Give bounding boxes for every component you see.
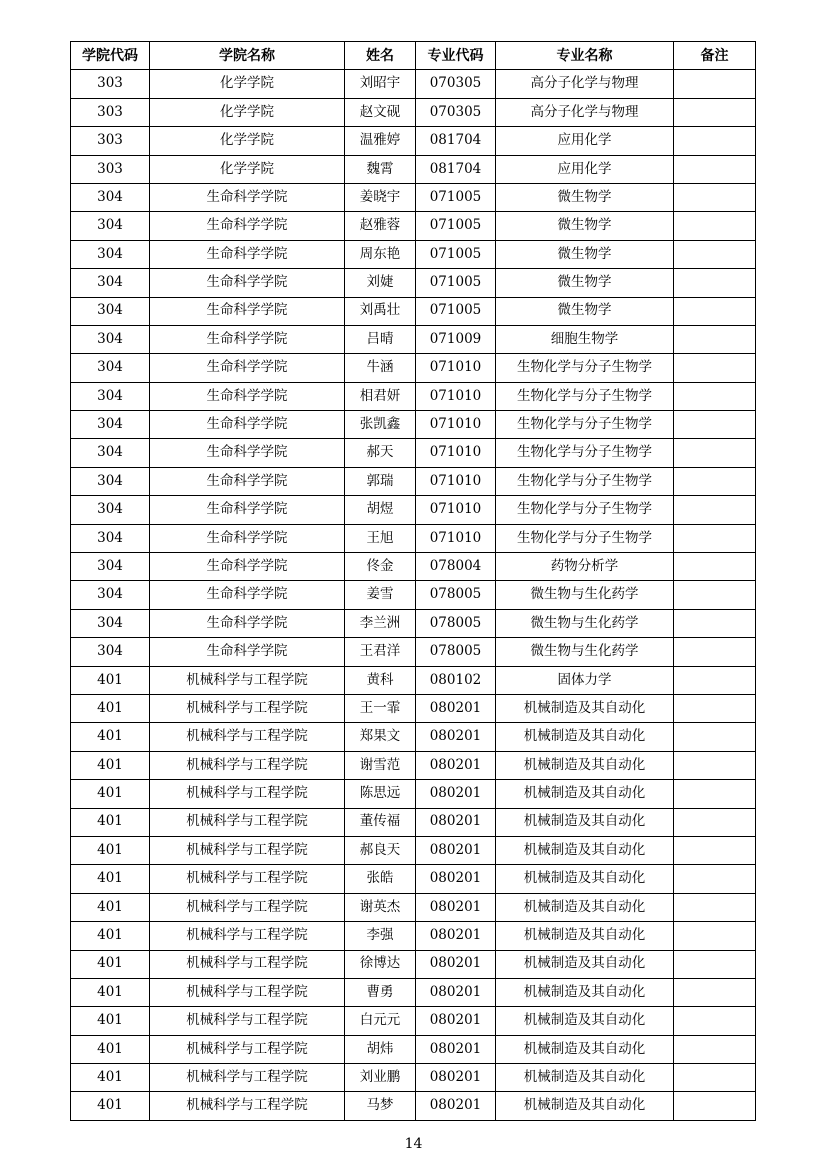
cell-college-name: 机械科学与工程学院 (150, 950, 345, 978)
cell-student-name: 吕晴 (345, 325, 416, 353)
cell-remarks (674, 382, 756, 410)
cell-remarks (674, 893, 756, 921)
cell-major-code: 080201 (416, 1092, 496, 1120)
cell-major-name: 机械制造及其自动化 (496, 751, 674, 779)
cell-college-name: 生命科学学院 (150, 439, 345, 467)
cell-college-name: 机械科学与工程学院 (150, 723, 345, 751)
cell-college-code: 401 (71, 666, 150, 694)
cell-college-name: 机械科学与工程学院 (150, 808, 345, 836)
cell-student-name: 马梦 (345, 1092, 416, 1120)
cell-major-code: 080201 (416, 751, 496, 779)
cell-student-name: 谢英杰 (345, 893, 416, 921)
cell-college-code: 304 (71, 553, 150, 581)
cell-major-code: 080201 (416, 1007, 496, 1035)
cell-remarks (674, 609, 756, 637)
cell-college-code: 401 (71, 751, 150, 779)
table-body (71, 70, 756, 1120)
cell-college-name: 机械科学与工程学院 (150, 836, 345, 864)
cell-major-name: 机械制造及其自动化 (496, 865, 674, 893)
cell-major-name: 机械制造及其自动化 (496, 780, 674, 808)
cell-remarks (674, 70, 756, 98)
cell-remarks (674, 553, 756, 581)
cell-college-code: 401 (71, 893, 150, 921)
cell-major-code: 080201 (416, 978, 496, 1006)
cell-college-code: 401 (71, 922, 150, 950)
cell-major-code: 080201 (416, 922, 496, 950)
cell-remarks (674, 325, 756, 353)
table-row (71, 666, 756, 694)
cell-major-name: 微生物与生化药学 (496, 638, 674, 666)
cell-remarks (674, 978, 756, 1006)
header-remarks: 备注 (674, 42, 756, 70)
cell-college-code: 304 (71, 496, 150, 524)
cell-major-name: 生物化学与分子生物学 (496, 411, 674, 439)
cell-major-name: 机械制造及其自动化 (496, 723, 674, 751)
cell-remarks (674, 780, 756, 808)
cell-remarks (674, 127, 756, 155)
cell-student-name: 刘昭宇 (345, 70, 416, 98)
cell-college-code: 401 (71, 1064, 150, 1092)
cell-major-code: 080201 (416, 780, 496, 808)
cell-major-code: 071005 (416, 183, 496, 211)
cell-college-name: 生命科学学院 (150, 553, 345, 581)
cell-major-code: 080201 (416, 950, 496, 978)
cell-student-name: 王旭 (345, 524, 416, 552)
cell-major-name: 机械制造及其自动化 (496, 1064, 674, 1092)
cell-college-code: 401 (71, 1035, 150, 1063)
table-row (71, 411, 756, 439)
cell-college-code: 304 (71, 212, 150, 240)
cell-student-name: 黄科 (345, 666, 416, 694)
cell-student-name: 相君妍 (345, 382, 416, 410)
table-row (71, 183, 756, 211)
header-college-name: 学院名称 (150, 42, 345, 70)
table-row (71, 694, 756, 722)
cell-major-name: 微生物与生化药学 (496, 609, 674, 637)
cell-major-name: 微生物学 (496, 269, 674, 297)
cell-remarks (674, 1064, 756, 1092)
cell-college-code: 401 (71, 950, 150, 978)
cell-student-name: 徐博达 (345, 950, 416, 978)
table-row (71, 723, 756, 751)
cell-major-name: 机械制造及其自动化 (496, 1007, 674, 1035)
cell-major-name: 机械制造及其自动化 (496, 808, 674, 836)
cell-remarks (674, 581, 756, 609)
cell-major-name: 机械制造及其自动化 (496, 1035, 674, 1063)
cell-remarks (674, 836, 756, 864)
cell-college-name: 机械科学与工程学院 (150, 666, 345, 694)
cell-remarks (674, 808, 756, 836)
cell-major-code: 080201 (416, 808, 496, 836)
cell-major-code: 080201 (416, 865, 496, 893)
cell-college-code: 401 (71, 723, 150, 751)
cell-major-code: 080201 (416, 1064, 496, 1092)
cell-major-code: 078005 (416, 581, 496, 609)
cell-college-name: 生命科学学院 (150, 581, 345, 609)
cell-major-name: 应用化学 (496, 155, 674, 183)
cell-college-code: 304 (71, 609, 150, 637)
cell-major-code: 080201 (416, 893, 496, 921)
cell-remarks (674, 183, 756, 211)
cell-remarks (674, 467, 756, 495)
cell-remarks (674, 922, 756, 950)
cell-college-name: 化学学院 (150, 155, 345, 183)
cell-college-name: 化学学院 (150, 98, 345, 126)
table-row (71, 751, 756, 779)
cell-college-name: 生命科学学院 (150, 297, 345, 325)
table-row (71, 1064, 756, 1092)
cell-student-name: 魏霄 (345, 155, 416, 183)
cell-remarks (674, 638, 756, 666)
cell-college-code: 304 (71, 524, 150, 552)
cell-college-name: 生命科学学院 (150, 354, 345, 382)
cell-college-code: 304 (71, 638, 150, 666)
cell-student-name: 刘禹壮 (345, 297, 416, 325)
table-row (71, 553, 756, 581)
cell-student-name: 刘婕 (345, 269, 416, 297)
table-row (71, 269, 756, 297)
cell-remarks (674, 950, 756, 978)
cell-college-name: 机械科学与工程学院 (150, 780, 345, 808)
cell-major-name: 高分子化学与物理 (496, 98, 674, 126)
cell-college-name: 生命科学学院 (150, 411, 345, 439)
cell-college-code: 303 (71, 127, 150, 155)
cell-student-name: 曹勇 (345, 978, 416, 1006)
cell-major-code: 081704 (416, 155, 496, 183)
header-major-code: 专业代码 (416, 42, 496, 70)
cell-major-code: 071010 (416, 439, 496, 467)
cell-college-name: 生命科学学院 (150, 638, 345, 666)
admission-list-table (70, 41, 756, 1121)
cell-college-name: 生命科学学院 (150, 467, 345, 495)
cell-major-code: 080201 (416, 694, 496, 722)
cell-remarks (674, 1035, 756, 1063)
table-row (71, 893, 756, 921)
table-row (71, 950, 756, 978)
cell-college-name: 化学学院 (150, 127, 345, 155)
cell-major-name: 机械制造及其自动化 (496, 893, 674, 921)
cell-college-name: 机械科学与工程学院 (150, 865, 345, 893)
cell-major-name: 微生物学 (496, 212, 674, 240)
header-row (71, 42, 756, 70)
cell-student-name: 张凯鑫 (345, 411, 416, 439)
table-row (71, 70, 756, 98)
cell-student-name: 王一霏 (345, 694, 416, 722)
cell-college-code: 401 (71, 1007, 150, 1035)
cell-college-name: 机械科学与工程学院 (150, 978, 345, 1006)
cell-remarks (674, 723, 756, 751)
table-row (71, 354, 756, 382)
header-college-code: 学院代码 (71, 42, 150, 70)
table-row (71, 467, 756, 495)
cell-college-code: 401 (71, 780, 150, 808)
cell-major-code: 078004 (416, 553, 496, 581)
cell-remarks (674, 155, 756, 183)
table-row (71, 609, 756, 637)
cell-remarks (674, 212, 756, 240)
table-row (71, 1007, 756, 1035)
cell-major-name: 药物分析学 (496, 553, 674, 581)
cell-remarks (674, 297, 756, 325)
cell-major-code: 080201 (416, 723, 496, 751)
cell-remarks (674, 666, 756, 694)
table-row (71, 978, 756, 1006)
table-row (71, 155, 756, 183)
table-row (71, 638, 756, 666)
table-row (71, 865, 756, 893)
cell-student-name: 李兰洲 (345, 609, 416, 637)
cell-student-name: 温雅婷 (345, 127, 416, 155)
cell-major-name: 高分子化学与物理 (496, 70, 674, 98)
cell-student-name: 董传福 (345, 808, 416, 836)
cell-major-name: 生物化学与分子生物学 (496, 382, 674, 410)
cell-remarks (674, 240, 756, 268)
cell-major-code: 070305 (416, 70, 496, 98)
cell-major-code: 071010 (416, 411, 496, 439)
cell-major-code: 071010 (416, 382, 496, 410)
cell-student-name: 牛涵 (345, 354, 416, 382)
cell-major-name: 应用化学 (496, 127, 674, 155)
cell-student-name: 佟金 (345, 553, 416, 581)
cell-college-name: 机械科学与工程学院 (150, 1007, 345, 1035)
cell-major-code: 071005 (416, 240, 496, 268)
table-row (71, 581, 756, 609)
cell-major-code: 078005 (416, 638, 496, 666)
cell-major-code: 071005 (416, 212, 496, 240)
cell-college-name: 机械科学与工程学院 (150, 1092, 345, 1120)
cell-college-name: 生命科学学院 (150, 609, 345, 637)
cell-remarks (674, 865, 756, 893)
table-header (71, 42, 756, 70)
cell-remarks (674, 411, 756, 439)
header-student-name: 姓名 (345, 42, 416, 70)
cell-student-name: 郝良天 (345, 836, 416, 864)
cell-college-code: 304 (71, 240, 150, 268)
cell-remarks (674, 694, 756, 722)
cell-major-name: 微生物学 (496, 183, 674, 211)
cell-major-name: 生物化学与分子生物学 (496, 524, 674, 552)
cell-college-code: 304 (71, 382, 150, 410)
cell-college-code: 401 (71, 808, 150, 836)
cell-major-code: 071005 (416, 297, 496, 325)
cell-major-name: 固体力学 (496, 666, 674, 694)
table-row (71, 922, 756, 950)
cell-major-name: 机械制造及其自动化 (496, 978, 674, 1006)
cell-major-name: 生物化学与分子生物学 (496, 496, 674, 524)
cell-college-name: 机械科学与工程学院 (150, 1064, 345, 1092)
cell-major-name: 生物化学与分子生物学 (496, 354, 674, 382)
cell-remarks (674, 1007, 756, 1035)
cell-student-name: 郝天 (345, 439, 416, 467)
cell-remarks (674, 1092, 756, 1120)
cell-college-code: 304 (71, 354, 150, 382)
table-row (71, 212, 756, 240)
cell-college-code: 304 (71, 183, 150, 211)
cell-major-code: 071010 (416, 354, 496, 382)
cell-major-name: 生物化学与分子生物学 (496, 439, 674, 467)
cell-student-name: 胡煜 (345, 496, 416, 524)
cell-remarks (674, 439, 756, 467)
cell-student-name: 周东艳 (345, 240, 416, 268)
cell-college-name: 化学学院 (150, 70, 345, 98)
cell-college-name: 机械科学与工程学院 (150, 694, 345, 722)
table-row (71, 240, 756, 268)
table-row (71, 325, 756, 353)
cell-major-code: 080102 (416, 666, 496, 694)
table-row (71, 780, 756, 808)
cell-college-code: 401 (71, 694, 150, 722)
cell-student-name: 陈思远 (345, 780, 416, 808)
table-row (71, 98, 756, 126)
cell-college-code: 304 (71, 439, 150, 467)
cell-student-name: 张皓 (345, 865, 416, 893)
cell-major-code: 070305 (416, 98, 496, 126)
cell-major-name: 机械制造及其自动化 (496, 1092, 674, 1120)
table-row (71, 808, 756, 836)
cell-major-name: 微生物学 (496, 240, 674, 268)
cell-college-code: 401 (71, 836, 150, 864)
cell-major-code: 071010 (416, 467, 496, 495)
cell-student-name: 王君洋 (345, 638, 416, 666)
cell-college-name: 生命科学学院 (150, 325, 345, 353)
cell-student-name: 刘业鹏 (345, 1064, 416, 1092)
cell-college-name: 生命科学学院 (150, 183, 345, 211)
cell-major-code: 071009 (416, 325, 496, 353)
cell-major-name: 机械制造及其自动化 (496, 694, 674, 722)
cell-college-name: 生命科学学院 (150, 269, 345, 297)
cell-remarks (674, 496, 756, 524)
cell-college-name: 生命科学学院 (150, 212, 345, 240)
cell-major-code: 071005 (416, 269, 496, 297)
cell-college-code: 303 (71, 98, 150, 126)
cell-college-code: 303 (71, 70, 150, 98)
cell-college-code: 304 (71, 581, 150, 609)
cell-college-code: 304 (71, 269, 150, 297)
table-row (71, 1035, 756, 1063)
cell-student-name: 郑果文 (345, 723, 416, 751)
cell-college-name: 机械科学与工程学院 (150, 893, 345, 921)
cell-student-name: 赵文砚 (345, 98, 416, 126)
cell-student-name: 胡炜 (345, 1035, 416, 1063)
table-row (71, 382, 756, 410)
cell-college-name: 生命科学学院 (150, 524, 345, 552)
table-row (71, 836, 756, 864)
cell-major-name: 微生物学 (496, 297, 674, 325)
cell-major-code: 071010 (416, 524, 496, 552)
cell-remarks (674, 98, 756, 126)
cell-major-code: 081704 (416, 127, 496, 155)
cell-remarks (674, 269, 756, 297)
cell-student-name: 谢雪范 (345, 751, 416, 779)
cell-student-name: 姜晓宇 (345, 183, 416, 211)
cell-major-code: 078005 (416, 609, 496, 637)
cell-college-code: 401 (71, 865, 150, 893)
cell-college-code: 401 (71, 978, 150, 1006)
cell-major-code: 080201 (416, 836, 496, 864)
table-row (71, 297, 756, 325)
cell-college-name: 机械科学与工程学院 (150, 922, 345, 950)
cell-college-code: 401 (71, 1092, 150, 1120)
cell-student-name: 白元元 (345, 1007, 416, 1035)
page-number: 14 (404, 1136, 423, 1152)
cell-major-name: 细胞生物学 (496, 325, 674, 353)
cell-college-name: 生命科学学院 (150, 382, 345, 410)
cell-college-code: 304 (71, 411, 150, 439)
cell-student-name: 姜雪 (345, 581, 416, 609)
cell-student-name: 赵雅蓉 (345, 212, 416, 240)
cell-major-name: 生物化学与分子生物学 (496, 467, 674, 495)
cell-remarks (674, 354, 756, 382)
cell-remarks (674, 524, 756, 552)
cell-college-name: 机械科学与工程学院 (150, 751, 345, 779)
cell-student-name: 郭瑞 (345, 467, 416, 495)
cell-college-code: 304 (71, 325, 150, 353)
table-row (71, 127, 756, 155)
table-row (71, 439, 756, 467)
table-row (71, 496, 756, 524)
cell-major-code: 071010 (416, 496, 496, 524)
cell-college-code: 304 (71, 297, 150, 325)
cell-college-code: 304 (71, 467, 150, 495)
cell-major-name: 机械制造及其自动化 (496, 922, 674, 950)
cell-college-name: 机械科学与工程学院 (150, 1035, 345, 1063)
cell-student-name: 李强 (345, 922, 416, 950)
cell-college-name: 生命科学学院 (150, 240, 345, 268)
cell-college-code: 303 (71, 155, 150, 183)
cell-major-name: 机械制造及其自动化 (496, 836, 674, 864)
header-major-name: 专业名称 (496, 42, 674, 70)
table-row (71, 1092, 756, 1120)
table-row (71, 524, 756, 552)
cell-major-name: 微生物与生化药学 (496, 581, 674, 609)
cell-major-name: 机械制造及其自动化 (496, 950, 674, 978)
cell-remarks (674, 751, 756, 779)
cell-college-name: 生命科学学院 (150, 496, 345, 524)
cell-major-code: 080201 (416, 1035, 496, 1063)
